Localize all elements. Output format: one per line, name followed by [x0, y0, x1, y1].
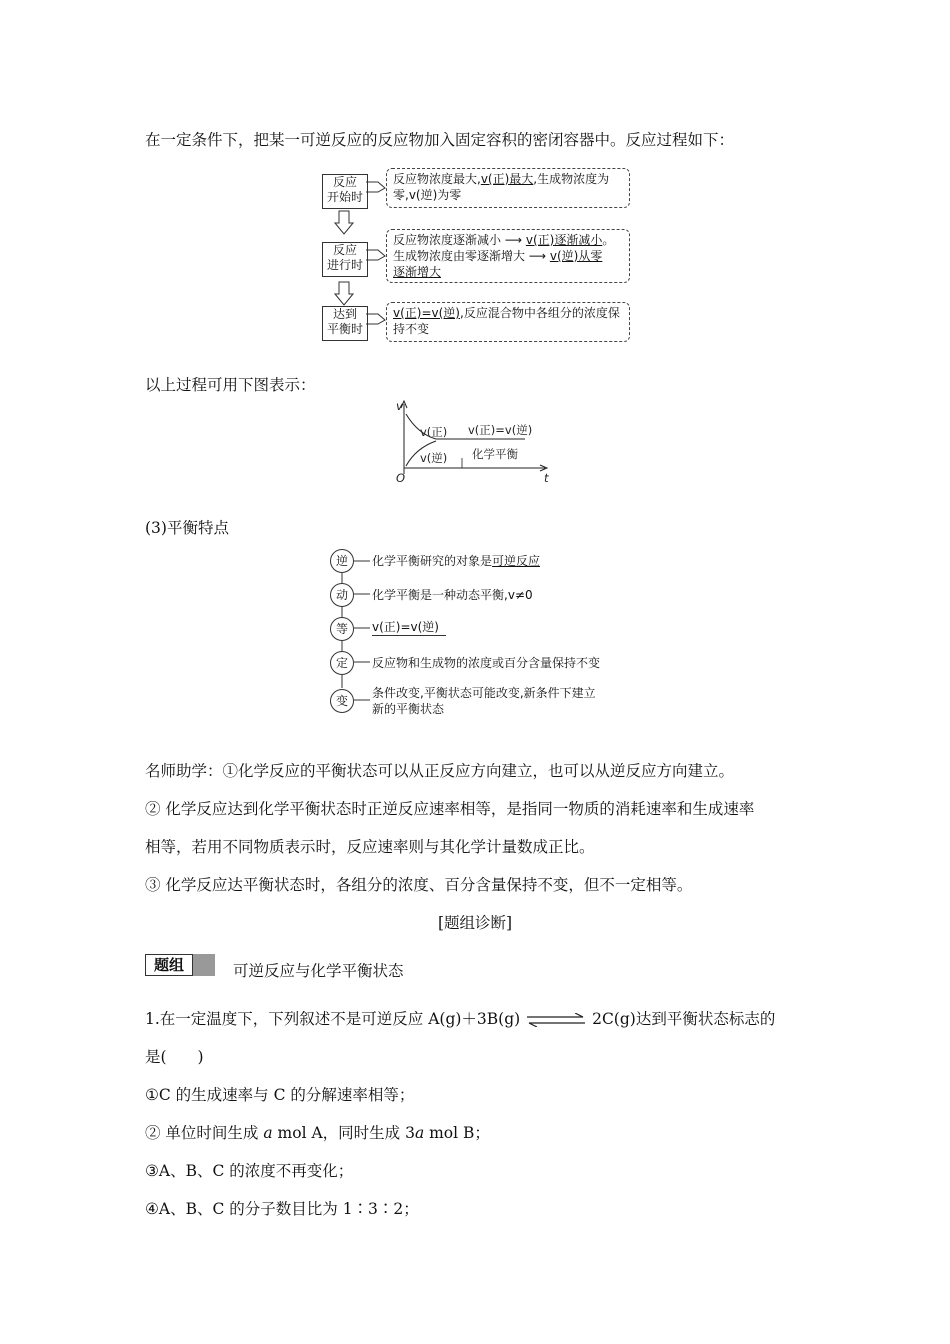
reverse-rate-label: v(逆) — [420, 451, 448, 465]
equal-rate-label: v(正)=v(逆) — [468, 423, 533, 437]
group-tag — [145, 954, 215, 976]
equilibrium-label: 化学平衡 — [472, 447, 518, 461]
feature-circle-reversible: 逆 — [330, 549, 354, 573]
note-3: ③ 化学反应达平衡状态时，各组分的浓度、百分含量保持不变，但不一定相等。 — [145, 876, 693, 894]
feature-dynamic: 化学平衡是一种动态平衡,v≠0 — [372, 588, 533, 602]
down-arrow-icon — [334, 281, 354, 307]
feature-circle-equal: 等 — [330, 617, 354, 641]
step-progress-desc: 反应物浓度逐渐减小 ⟶ v(正)逐渐减小。 生成物浓度由零逐渐增大 ⟶ v(逆)从零 逐渐增大 — [386, 229, 630, 283]
feature-circle-dynamic: 动 — [330, 583, 354, 607]
feature-equal: v(正)=v(逆) — [372, 619, 446, 636]
connector-icon — [366, 312, 386, 326]
step-start-box: 反应 开始时 — [322, 174, 368, 209]
origin-label: O — [396, 471, 406, 485]
option-2: ② 单位时间生成 a mol A，同时生成 3a mol B； — [145, 1124, 490, 1142]
step-equilibrium-desc: v(正)=v(逆),反应混合物中各组分的浓度保 持不变 — [386, 302, 630, 342]
down-arrow-icon — [334, 210, 354, 236]
section-heading: [题组诊断] — [438, 914, 513, 932]
forward-rate-label: v(正) — [420, 425, 448, 439]
feature-reversible: 化学平衡研究的对象是可逆反应 — [372, 554, 541, 568]
note-2b: 相等，若用不同物质表示时，反应速率则与其化学计量数成正比。 — [145, 838, 595, 856]
option-3: ③A、B、C 的浓度不再变化； — [145, 1162, 354, 1180]
step-start-desc: 反应物浓度最大,v(正)最大,生成物浓度为 零,v(逆)为零 — [386, 168, 630, 208]
x-axis-label: t — [544, 471, 549, 485]
connector-icon — [366, 248, 386, 262]
intro-text: 在一定条件下，把某一可逆反应的反应物加入固定容积的密闭容器中。反应过程如下： — [145, 131, 735, 149]
step-equilibrium-box: 达到 平衡时 — [322, 306, 368, 341]
step-progress-box: 反应 进行时 — [322, 242, 368, 277]
question-line-2: 是( ) — [145, 1048, 204, 1066]
feature-circle-change: 变 — [330, 689, 354, 713]
note-2a: ② 化学反应达到化学平衡状态时正逆反应速率相等，是指同一物质的消耗速率和生成速率 — [145, 800, 755, 818]
feature-change: 条件改变,平衡状态可能改变,新条件下建立 新的平衡状态 — [372, 686, 596, 716]
group-title: 可逆反应与化学平衡状态 — [233, 962, 404, 980]
reversible-arrow-icon — [525, 1013, 587, 1027]
option-4: ④A、B、C 的分子数目比为 1∶3∶2； — [145, 1200, 419, 1218]
graph-intro-text: 以上过程可用下图表示： — [145, 376, 316, 394]
question-line-1: 1.在一定温度下，下列叙述不是可逆反应 A(g)＋3B(g) 2C(g)达到平衡状态标志的 — [145, 1010, 776, 1028]
rate-time-graph — [390, 396, 560, 486]
connector-icon — [366, 180, 386, 194]
features-title: (3)平衡特点 — [145, 519, 229, 537]
option-1: ①C 的生成速率与 C 的分解速率相等； — [145, 1086, 415, 1104]
note-1: 名师助学：①化学反应的平衡状态可以从正反应方向建立，也可以从逆反应方向建立。 — [145, 762, 735, 780]
group-tag-label: 题组 — [145, 954, 193, 976]
feature-fixed: 反应物和生成物的浓度或百分含量保持不变 — [372, 656, 601, 670]
feature-circle-fixed: 定 — [330, 651, 354, 675]
y-axis-label: v — [396, 399, 403, 413]
